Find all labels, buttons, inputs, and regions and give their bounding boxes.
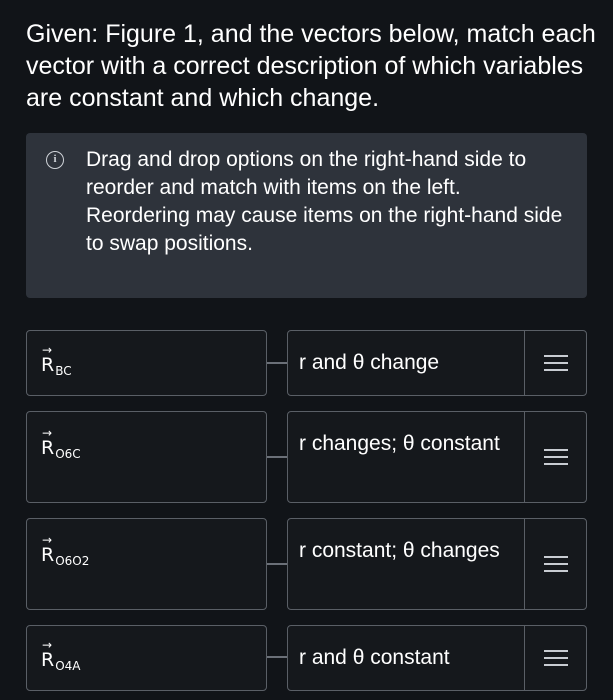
info-icon: i: [46, 151, 64, 169]
drag-handle-icon: [544, 556, 568, 572]
match-connector: [267, 456, 287, 458]
vector-item-ro6o2: [26, 518, 267, 610]
vector-item-ro6c: [26, 411, 267, 503]
match-connector: [267, 362, 287, 364]
option-label: r and θ change: [299, 351, 440, 374]
instructions-text: [86, 146, 566, 258]
drag-handle-icon: [544, 355, 568, 371]
option-label: r constant; θ changes: [299, 539, 500, 562]
vector-label: → $R_{O6C}$: [41, 426, 81, 461]
vector-label: → $R_{O6O2}$: [41, 533, 90, 568]
drag-handle-icon: [544, 449, 568, 465]
instructions-line-2: Reordering may cause items on the right-hand side to swap positions.: [86, 204, 563, 255]
drag-handle-icon: [544, 650, 568, 666]
option-label: r changes; θ constant: [299, 432, 500, 455]
vector-label: → $R_{O4A}$: [41, 638, 81, 673]
drag-handle[interactable]: [524, 519, 586, 609]
vector-item-ro4a: [26, 625, 267, 691]
option-card[interactable]: [287, 330, 587, 396]
drag-handle[interactable]: [524, 412, 586, 502]
instructions-box: [26, 133, 587, 298]
option-card[interactable]: [287, 518, 587, 610]
vector-item-rbc: [26, 330, 267, 396]
option-card[interactable]: [287, 411, 587, 503]
instructions-line-1: Drag and drop options on the right-hand side to reorder and match with items on the left.: [86, 148, 527, 199]
option-card[interactable]: [287, 625, 587, 691]
drag-handle[interactable]: [524, 626, 586, 690]
match-connector: [267, 563, 287, 565]
option-label: r and θ constant: [299, 646, 450, 669]
vector-label: → $R_{BC}$: [41, 343, 72, 378]
match-connector: [267, 656, 287, 658]
drag-handle[interactable]: [524, 331, 586, 395]
question-text: Given: Figure 1, and the vectors below, match each vector with a correct description of which variables are constant and which change.: [26, 20, 596, 112]
